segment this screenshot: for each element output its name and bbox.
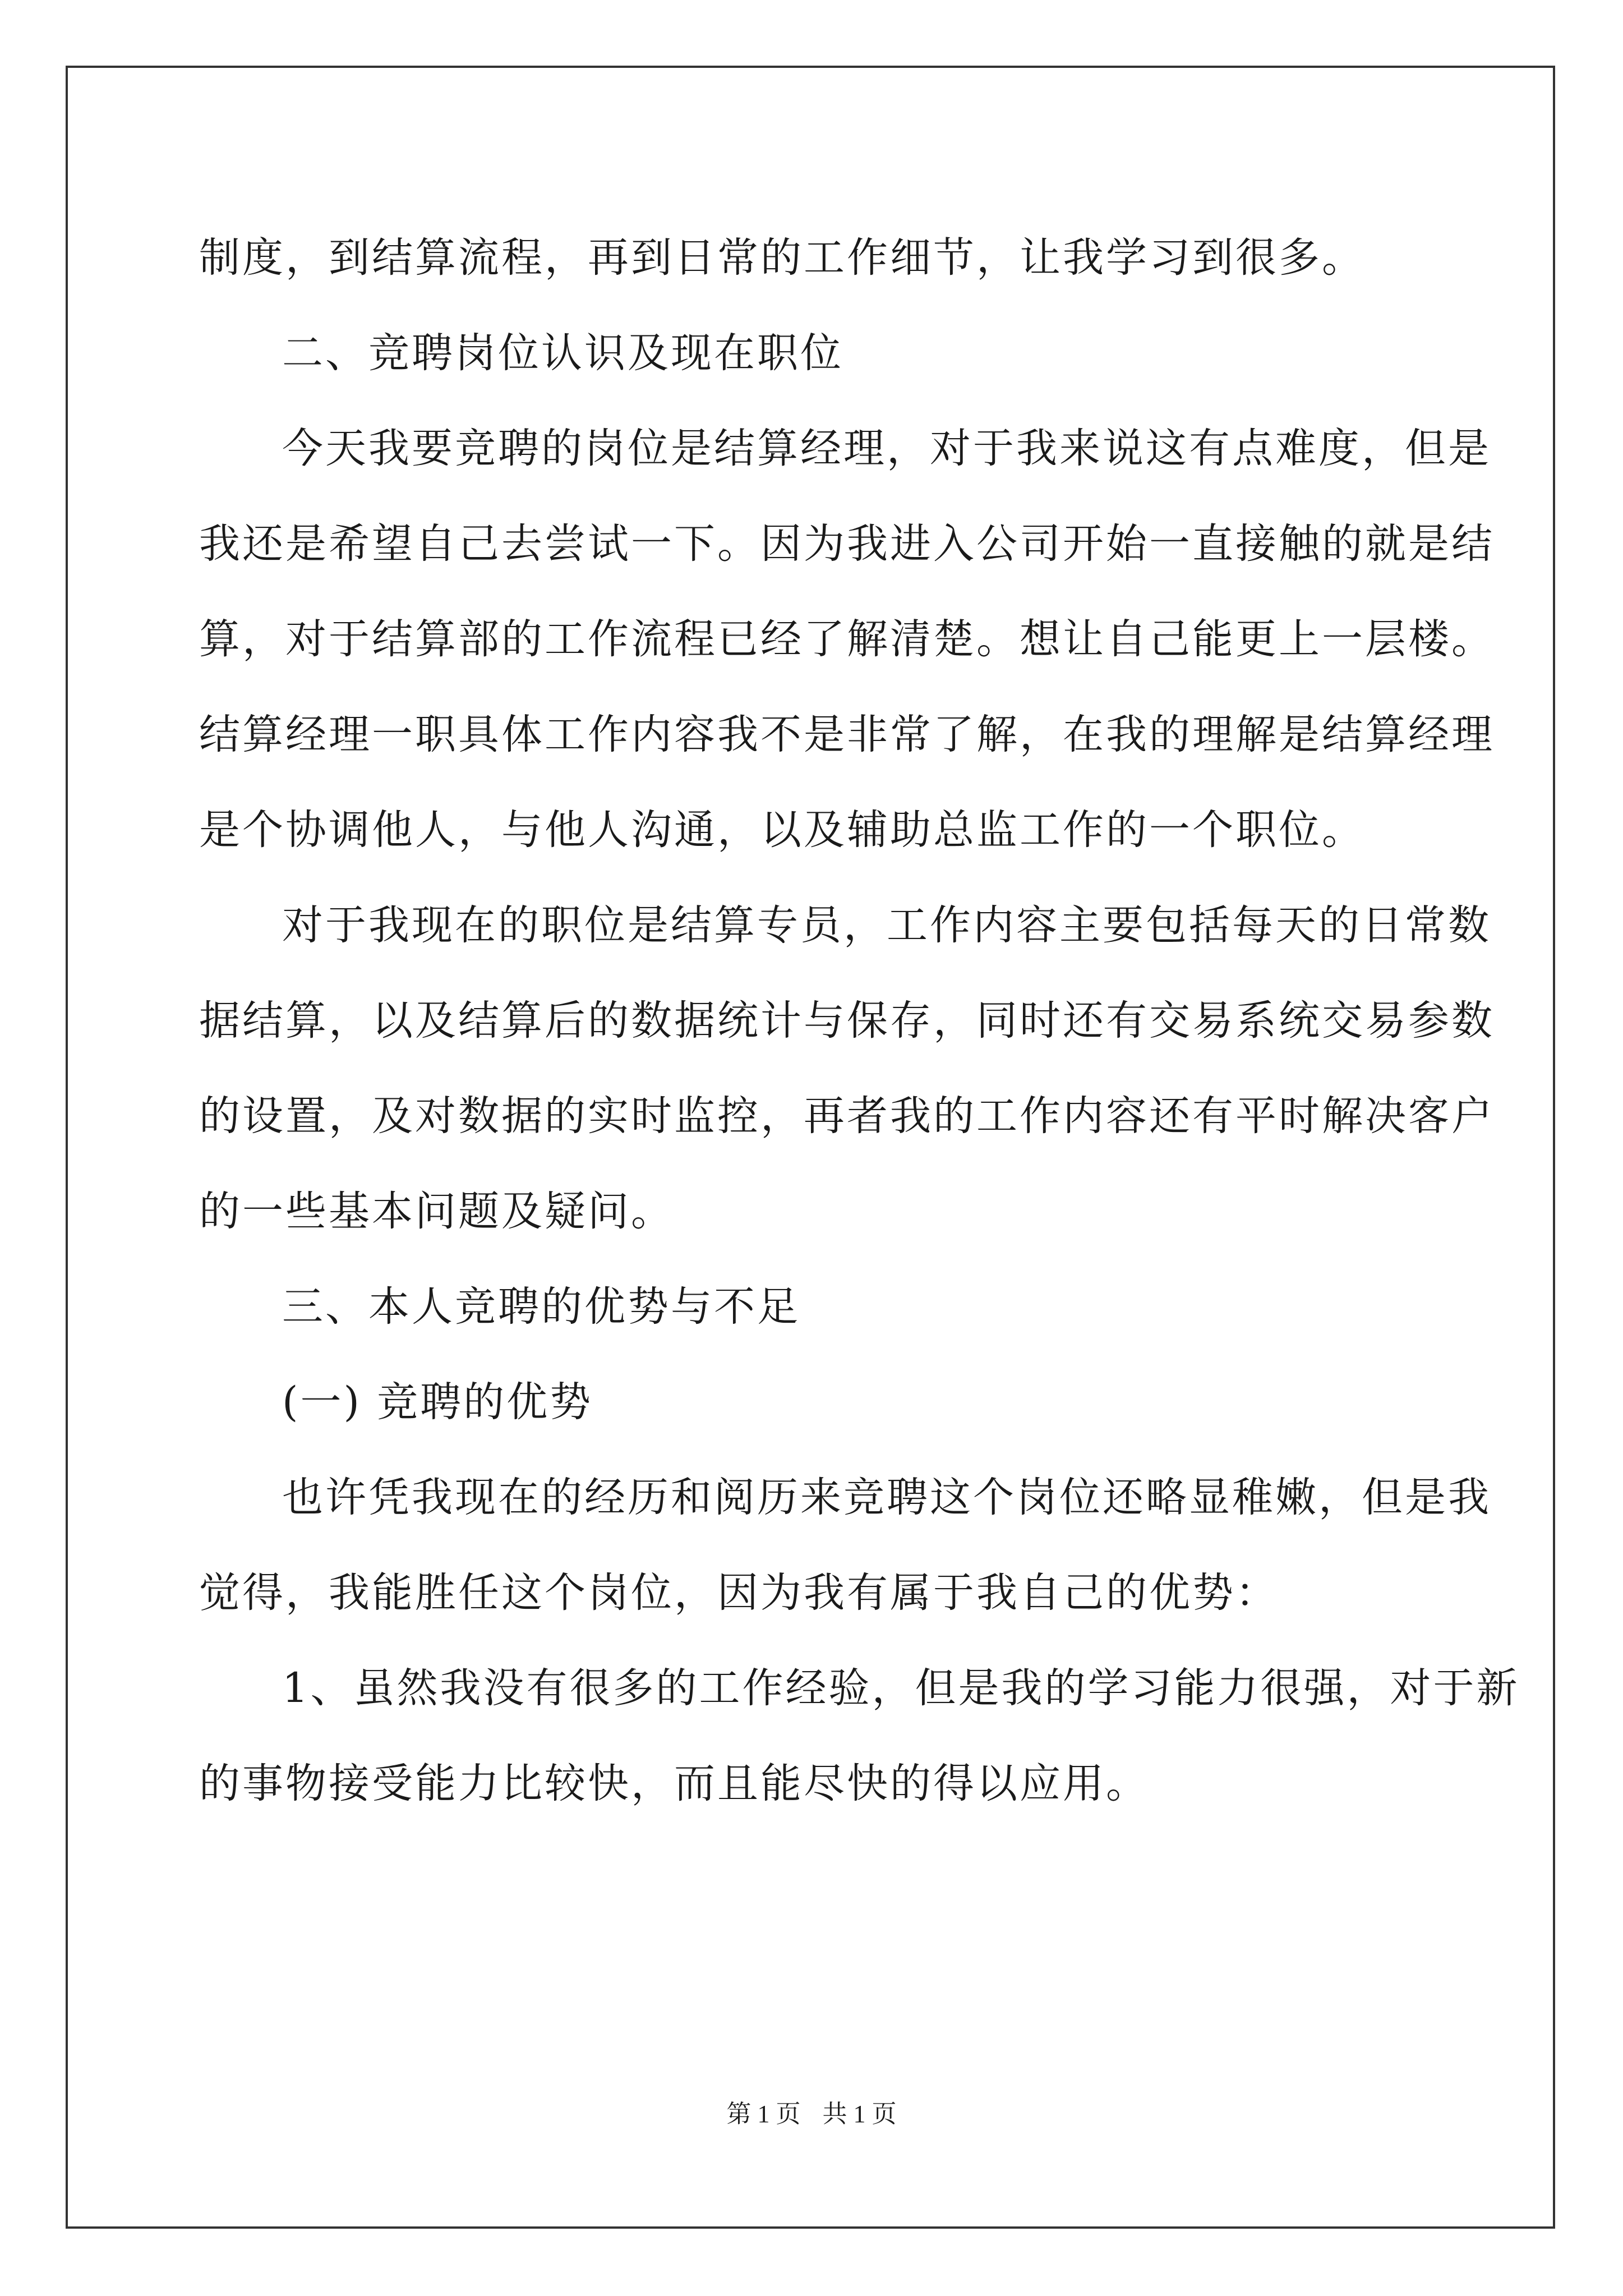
text-line: 1、虽然我没有很多的工作经验，但是我的学习能力很强，对于新 [282,1664,1520,1712]
text-line: 对于我现在的职位是结算专员，工作内容主要包括每天的日常数 [282,901,1491,949]
page-footer [0,2093,1623,2129]
text-line: 是个协调他人，与他人沟通，以及辅助总监工作的一个职位。 [199,806,1365,854]
text-line: 我还是希望自己去尝试一下。因为我进入公司开始一直接触的就是结 [199,520,1495,568]
text-line: 制度，到结算流程，再到日常的工作细节，让我学习到很多。 [199,234,1365,282]
text-line: 的一些基本问题及疑问。 [199,1188,674,1235]
text-line: 据结算，以及结算后的数据统计与保存，同时还有交易系统交易参数 [199,997,1495,1045]
text-line: 的事物接受能力比较快，而且能尽快的得以应用。 [199,1760,1149,1807]
subsection-heading: (一) 竞聘的优势 [282,1378,593,1426]
text-line: 觉得，我能胜任这个岗位，因为我有属于我自己的优势： [199,1569,1279,1617]
section-heading: 二、竞聘岗位认识及现在职位 [282,329,843,377]
text-line: 算，对于结算部的工作流程已经了解清楚。想让自己能更上一层楼。 [199,615,1495,663]
text-line: 也许凭我现在的经历和阅历来竞聘这个岗位还略显稚嫩，但是我 [282,1474,1491,1521]
text-line: 结算经理一职具体工作内容我不是非常了解，在我的理解是结算经理 [199,711,1495,758]
text-line: 今天我要竞聘的岗位是结算经理，对于我来说这有点难度，但是 [282,425,1491,472]
page-number-total: 共 1 页 [822,2100,897,2128]
page-number-current: 第 1 页 [726,2100,801,2128]
text-line: 的设置，及对数据的实时监控，再者我的工作内容还有平时解决客户 [199,1092,1495,1140]
section-heading: 三、本人竞聘的优势与不足 [282,1283,800,1331]
